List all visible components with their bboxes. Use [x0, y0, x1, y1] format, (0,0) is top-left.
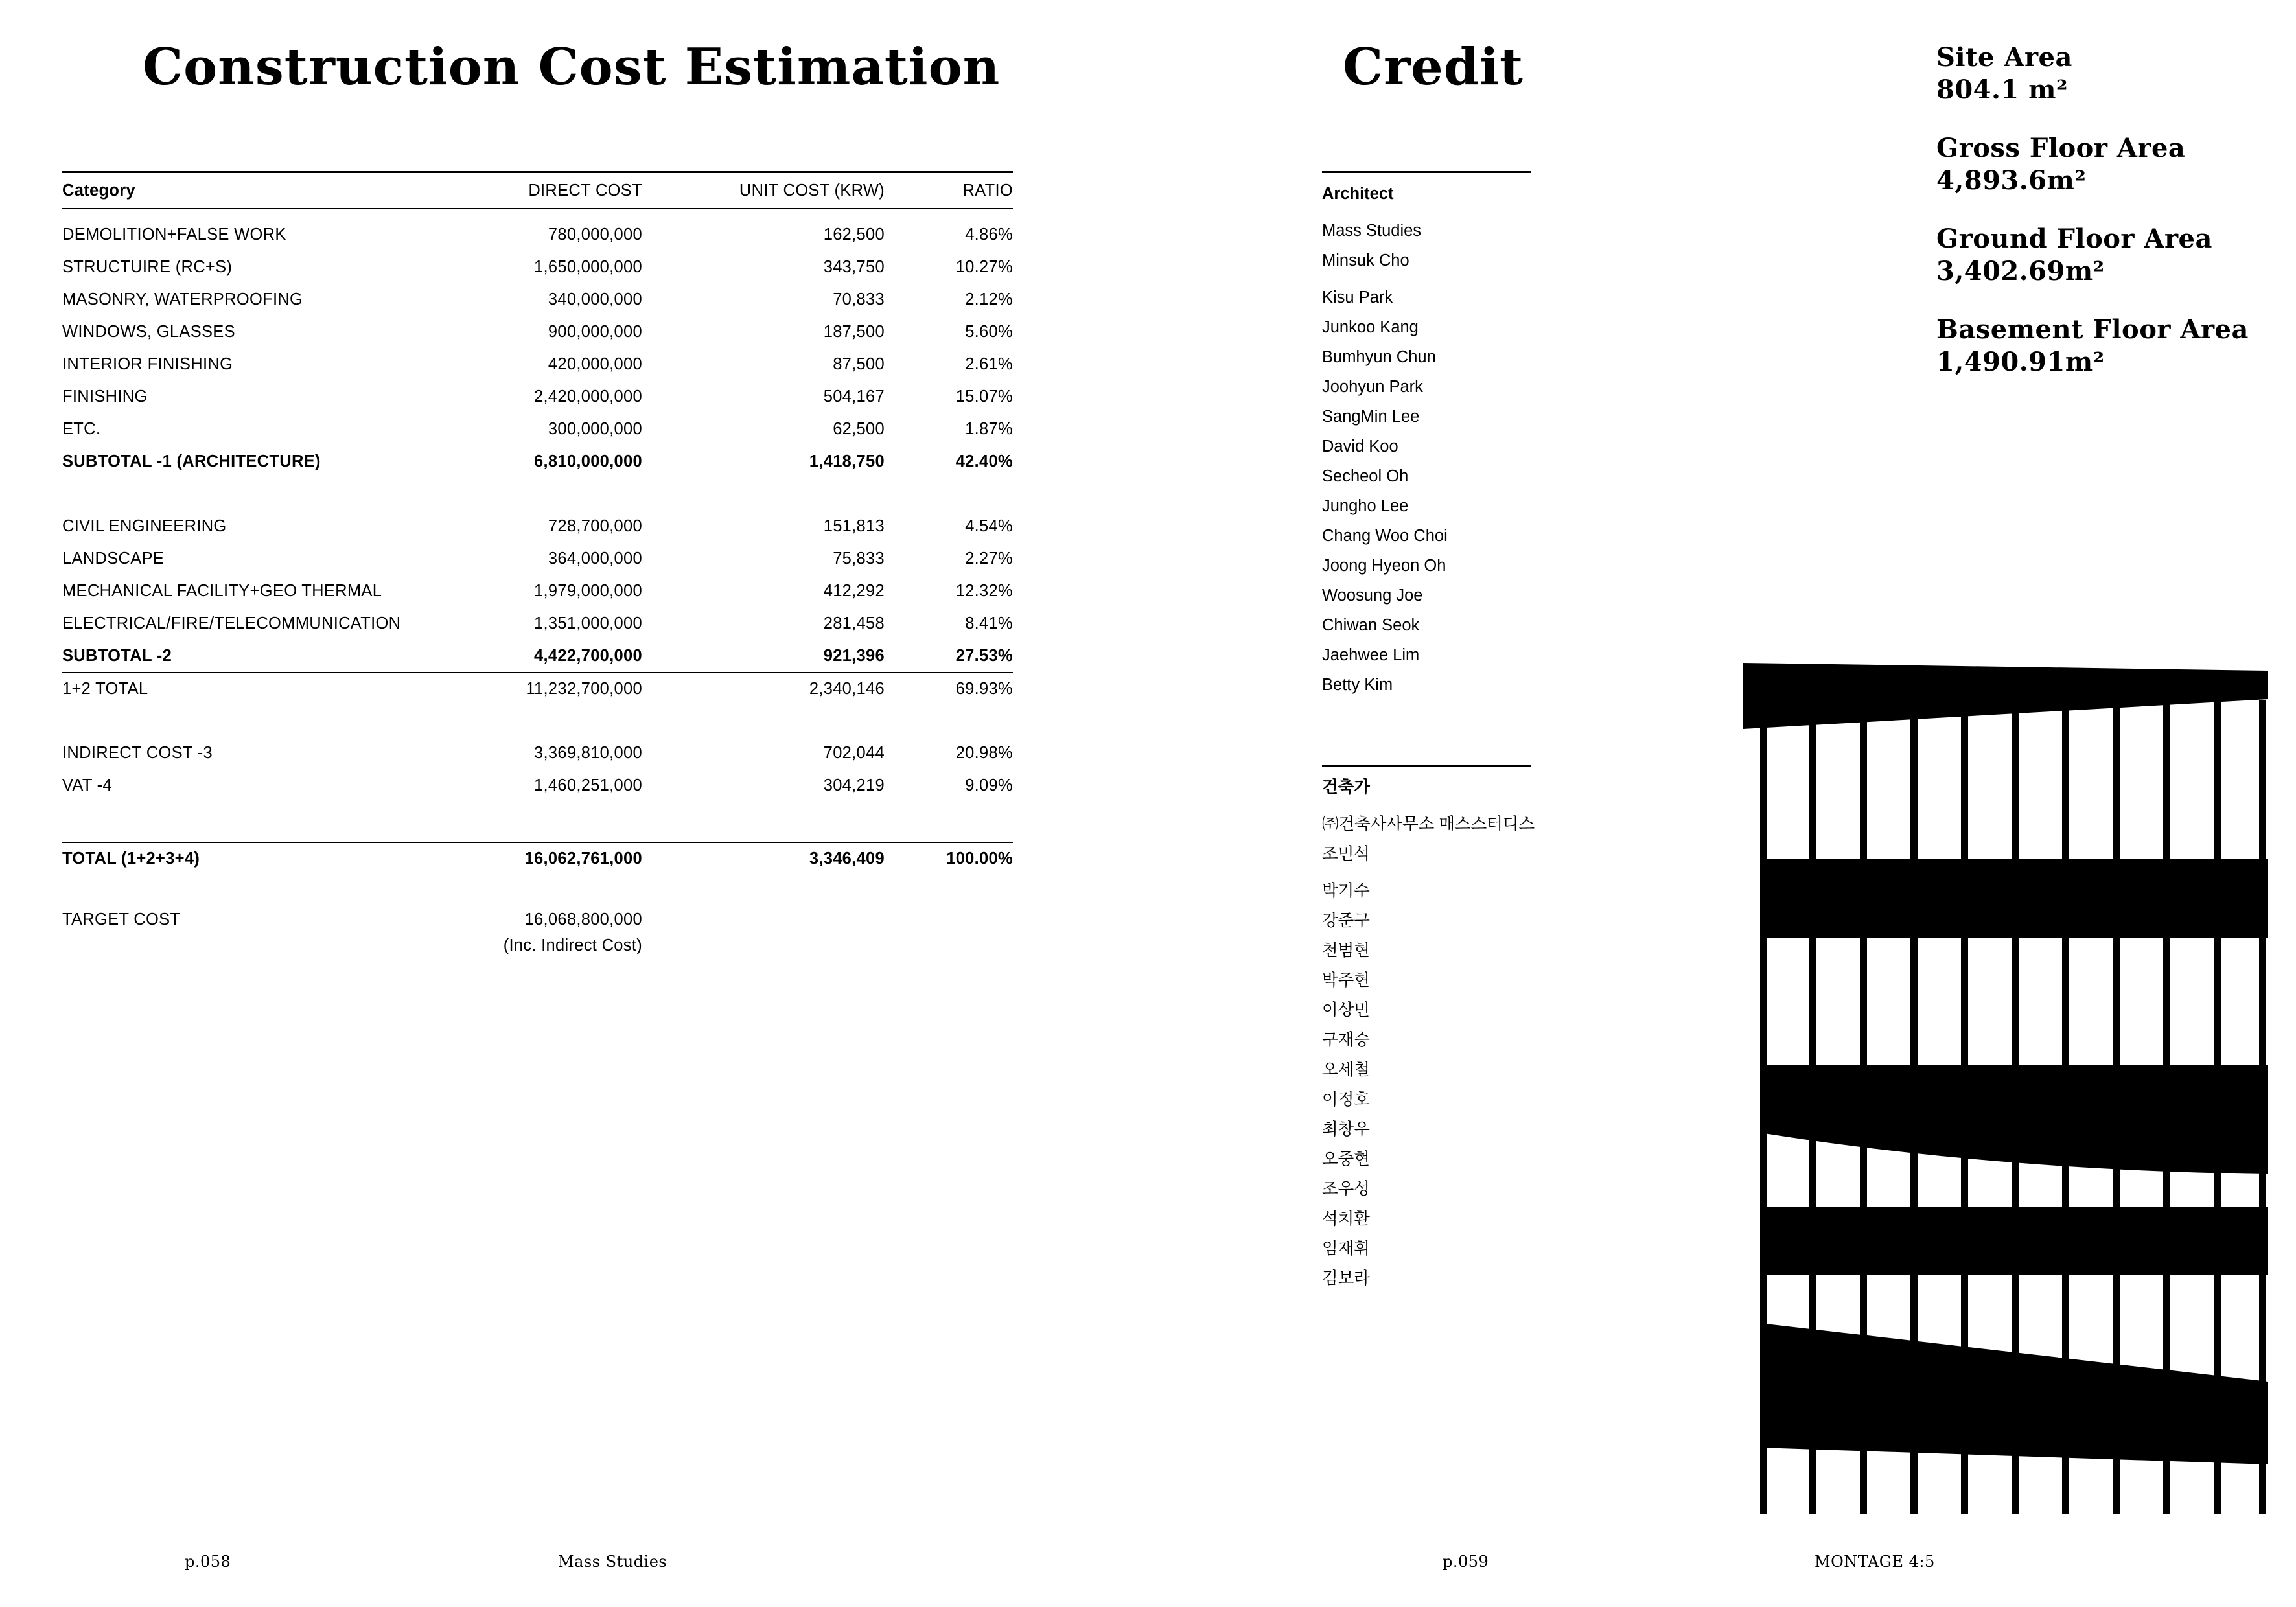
credit-name: 천범현	[1322, 942, 1370, 960]
cell-ratio: 2.12%	[965, 290, 1013, 308]
cell-ratio: 4.54%	[965, 516, 1013, 535]
cell-category: SUBTOTAL -2	[62, 646, 172, 665]
cell-category: FINISHING	[62, 387, 148, 406]
architect-firm: Mass Studies	[1322, 222, 1422, 240]
table-row	[62, 445, 1013, 478]
cell-direct: 900,000,000	[548, 322, 642, 341]
target-cost-note: (Inc. Indirect Cost)	[503, 936, 642, 954]
area-value: 804.1 m²	[1936, 75, 2069, 105]
cell-ratio: 8.41%	[965, 614, 1013, 632]
table-row	[62, 769, 1013, 802]
table-row	[62, 413, 1013, 445]
cell-category: MASONRY, WATERPROOFING	[62, 290, 303, 308]
credit-name: 오중현	[1322, 1150, 1370, 1168]
cell-direct: 420,000,000	[548, 354, 642, 373]
korean-principal: 조민석	[1322, 845, 1370, 863]
table-row	[62, 842, 1013, 874]
cell-category: ETC.	[62, 419, 101, 438]
credit-name: Jaehwee Lim	[1322, 646, 1420, 664]
credit-title: Credit	[1343, 38, 1524, 97]
table-row	[62, 640, 1013, 672]
cell-unit: 304,219	[823, 776, 885, 794]
target-cost-label: TARGET COST	[62, 910, 181, 929]
credit-name: 박기수	[1322, 882, 1370, 900]
area-pair	[1936, 132, 2249, 197]
area-value: 3,402.69m²	[1936, 256, 2105, 286]
cell-category: WINDOWS, GLASSES	[62, 322, 235, 341]
cell-ratio: 69.93%	[955, 679, 1013, 698]
table-row	[62, 607, 1013, 640]
target-cost-row	[62, 907, 1013, 958]
cell-direct: 11,232,700,000	[526, 679, 642, 698]
credit-name: 임재휘	[1322, 1240, 1370, 1258]
page-number-right: p.059	[1443, 1553, 1489, 1571]
cell-unit: 3,346,409	[809, 849, 885, 868]
cell-unit: 162,500	[823, 225, 885, 244]
table-row	[62, 575, 1013, 607]
area-value: 4,893.6m²	[1936, 165, 2087, 196]
korean-architect-section	[1322, 765, 1535, 1293]
credit-name: Betty Kim	[1322, 676, 1393, 694]
cell-unit: 62,500	[833, 419, 885, 438]
cell-ratio: 9.09%	[965, 776, 1013, 794]
credit-name: 강준구	[1322, 912, 1370, 930]
table-header-row	[62, 171, 1013, 209]
architect-principal: Minsuk Cho	[1322, 251, 1409, 270]
target-cost-value: 16,068,800,000	[524, 910, 642, 929]
table-row	[62, 737, 1013, 769]
cell-direct: 4,422,700,000	[534, 646, 642, 665]
credit-name: Jungho Lee	[1322, 497, 1409, 515]
cell-direct: 1,979,000,000	[534, 581, 642, 600]
cell-unit: 412,292	[823, 581, 885, 600]
building-section-svg	[1737, 663, 2268, 1516]
korean-firm: ㈜건축사사무소 매스스터디스	[1322, 815, 1535, 833]
cell-direct: 300,000,000	[548, 419, 642, 438]
cell-direct: 3,369,810,000	[534, 743, 642, 762]
credit-name: Kisu Park	[1322, 288, 1393, 306]
cell-category: MECHANICAL FACILITY+GEO THERMAL	[62, 581, 382, 600]
cell-direct: 728,700,000	[548, 516, 642, 535]
cell-ratio: 5.60%	[965, 322, 1013, 341]
credit-name: Joong Hyeon Oh	[1322, 557, 1446, 575]
credit-name: 조우성	[1322, 1180, 1370, 1198]
credit-name: 박주현	[1322, 971, 1370, 989]
credit-name: 석치환	[1322, 1210, 1370, 1228]
table-row	[62, 542, 1013, 575]
cell-direct: 1,460,251,000	[534, 776, 642, 794]
table-row	[62, 251, 1013, 283]
area-label: Site Area	[1936, 42, 2072, 73]
cell-direct: 2,420,000,000	[534, 387, 642, 406]
area-pair	[1936, 223, 2249, 288]
header-direct-cost: DIRECT COST	[528, 181, 642, 200]
table-row	[62, 218, 1013, 251]
cell-ratio: 4.86%	[965, 225, 1013, 244]
credit-name: Secheol Oh	[1322, 467, 1409, 485]
cell-unit: 281,458	[823, 614, 885, 632]
cell-direct: 340,000,000	[548, 290, 642, 308]
table-row	[62, 283, 1013, 316]
cell-unit: 87,500	[833, 354, 885, 373]
cell-category: STRUCTUIRE (RC+S)	[62, 257, 233, 276]
area-list	[1936, 41, 2249, 404]
cell-unit: 702,044	[823, 743, 885, 762]
credit-name: 오세철	[1322, 1061, 1370, 1079]
credit-name: Chang Woo Choi	[1322, 527, 1448, 545]
cell-ratio: 42.40%	[955, 452, 1013, 470]
cell-category: 1+2 TOTAL	[62, 679, 148, 698]
header-unit-cost: UNIT COST (KRW)	[739, 181, 885, 200]
credit-name: 최창우	[1322, 1120, 1370, 1139]
area-label: Gross Floor Area	[1936, 133, 2186, 163]
cell-category: INTERIOR FINISHING	[62, 354, 233, 373]
credit-name: 구재승	[1322, 1031, 1370, 1049]
cell-category: DEMOLITION+FALSE WORK	[62, 225, 286, 244]
header-category: Category	[62, 181, 135, 200]
cell-ratio: 2.27%	[965, 549, 1013, 568]
architect-team	[1322, 283, 1531, 700]
korean-heading: 건축가	[1322, 778, 1370, 796]
cell-category: TOTAL (1+2+3+4)	[62, 849, 200, 868]
table-row	[62, 510, 1013, 542]
cell-unit: 343,750	[823, 257, 885, 276]
cell-category: CIVIL ENGINEERING	[62, 516, 227, 535]
table-row	[62, 348, 1013, 380]
cell-category: ELECTRICAL/FIRE/TELECOMMUNICATION	[62, 614, 401, 632]
credit-name: 이상민	[1322, 1001, 1370, 1019]
running-title-left: Mass Studies	[558, 1553, 667, 1571]
cell-ratio: 10.27%	[955, 257, 1013, 276]
running-title-right: MONTAGE 4:5	[1815, 1553, 1935, 1571]
table-spacer	[62, 478, 1013, 510]
cell-direct: 16,062,761,000	[524, 849, 642, 868]
area-pair	[1936, 41, 2249, 106]
credit-name: Chiwan Seok	[1322, 616, 1420, 634]
architect-heading: Architect	[1322, 185, 1394, 203]
cell-unit: 1,418,750	[809, 452, 885, 470]
cell-unit: 921,396	[823, 646, 885, 665]
area-value: 1,490.91m²	[1936, 347, 2105, 377]
cell-ratio: 1.87%	[965, 419, 1013, 438]
cell-category: INDIRECT COST -3	[62, 743, 213, 762]
cell-direct: 780,000,000	[548, 225, 642, 244]
cell-category: LANDSCAPE	[62, 549, 165, 568]
cell-ratio: 27.53%	[955, 646, 1013, 665]
table-spacer	[62, 704, 1013, 737]
table-row	[62, 672, 1013, 704]
cell-unit: 151,813	[823, 516, 885, 535]
construction-cost-title: Construction Cost Estimation	[143, 38, 1001, 97]
cell-unit: 2,340,146	[809, 679, 885, 698]
cell-direct: 1,351,000,000	[534, 614, 642, 632]
page-number-left: p.058	[185, 1553, 231, 1571]
cell-unit: 504,167	[823, 387, 885, 406]
credit-name: Junkoo Kang	[1322, 318, 1419, 336]
cost-table	[62, 171, 1013, 958]
cell-category: VAT -4	[62, 776, 112, 794]
table-row	[62, 380, 1013, 413]
cell-unit: 187,500	[823, 322, 885, 341]
credit-name: 이정호	[1322, 1091, 1370, 1109]
credit-column	[1322, 171, 1535, 1293]
cell-category: SUBTOTAL -1 (ARCHITECTURE)	[62, 452, 321, 470]
cell-ratio: 20.98%	[955, 743, 1013, 762]
credit-name: 김보라	[1322, 1269, 1370, 1288]
header-ratio: RATIO	[962, 181, 1013, 200]
credit-name: Joohyun Park	[1322, 378, 1423, 396]
credit-name: Woosung Joe	[1322, 586, 1423, 605]
credit-name: Bumhyun Chun	[1322, 348, 1436, 366]
cell-ratio: 12.32%	[955, 581, 1013, 600]
cell-ratio: 15.07%	[955, 387, 1013, 406]
korean-team	[1322, 876, 1531, 1293]
cell-direct: 6,810,000,000	[534, 452, 642, 470]
cell-ratio: 100.00%	[946, 849, 1013, 868]
architect-section	[1322, 171, 1531, 700]
cell-ratio: 2.61%	[965, 354, 1013, 373]
area-pair	[1936, 314, 2249, 378]
building-section-illustration	[1737, 663, 2268, 1516]
area-label: Basement Floor Area	[1936, 314, 2249, 345]
credit-name: SangMin Lee	[1322, 408, 1420, 426]
credit-name: David Koo	[1322, 437, 1398, 456]
table-row	[62, 316, 1013, 348]
cell-direct: 1,650,000,000	[534, 257, 642, 276]
cell-unit: 70,833	[833, 290, 885, 308]
cell-unit: 75,833	[833, 549, 885, 568]
cost-table-rows	[62, 209, 1013, 874]
cell-direct: 364,000,000	[548, 549, 642, 568]
area-label: Ground Floor Area	[1936, 224, 2212, 254]
